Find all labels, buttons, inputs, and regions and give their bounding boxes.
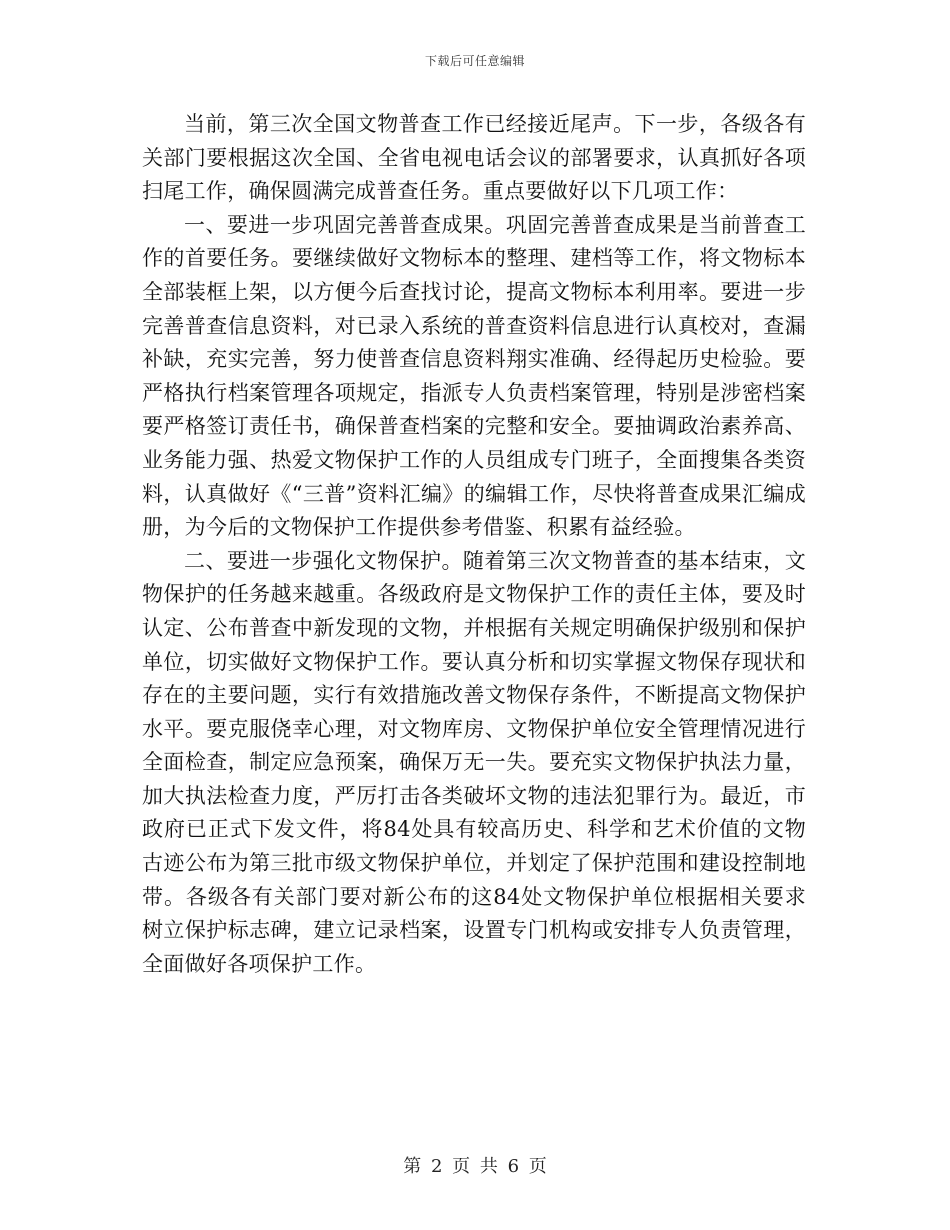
paragraph-section-one: 一、要进一步巩固完善普查成果。巩固完善普查成果是当前普查工作的首要任务。要继续做好文物标本的整理、建档等工作，将文物标本全部装框上架，以方便今后查找讨论，提高文物标本利用率。要进一步完善普查信息资料，对已录入系统的普查资料信息进行认真校对，查漏补缺，充实完善，努力使普查信息资料翔实准确、经得起历史检验。要严格执行档案管理各项规定，指派专人负责档案管理，特别是涉密档案要严格签订责任书，确保普查档案的完整和安全。要抽调政治素养高、业务能力强、热爱文物保护工作的人员组成专门班子，全面搜集各类资料，认真做好《“三普”资料汇编》的编辑工作，尽快将普查成果汇编成册，为今后的文物保护工作提供参考借鉴、积累有益经验。	[142, 212, 806, 540]
page-number-footer: 第 2 页 共 6 页	[403, 1156, 547, 1177]
paragraph-intro: 当前，第三次全国文物普查工作已经接近尾声。下一步，各级各有关部门要根据这次全国、全省电视电话会议的部署要求，认真抓好各项扫尾工作，确保圆满完成普查任务。重点要做好以下几项工作：	[142, 112, 806, 204]
paragraph-section-two: 二、要进一步强化文物保护。随着第三次文物普查的基本结束，文物保护的任务越来越重。各级政府是文物保护工作的责任主体，要及时认定、公布普查中新发现的文物，并根据有关规定明确保护级别和保护单位，切实做好文物保护工作。要认真分析和切实掌握文物保存现状和存在的主要问题，实行有效措施改善文物保存条件，不断提高文物保护水平。要克服侥幸心理，对文物库房、文物保护单位安全管理情况进行全面检查，制定应急预案，确保万无一失。要充实文物保护执法力量，加大执法检查力度，严厉打击各类破坏文物的违法犯罪行为。最近，市政府已正式下发文件，将84处具有较高历史、科学和艺术价值的文物古迹公布为第三批市级文物保护单位，并划定了保护范围和建设控制地带。各级各有关部门要对新公布的这84处文物保护单位根据相关要求树立保护标志碑，建立记录档案，设置专门机构或安排专人负责管理，全面做好各项保护工作。	[142, 548, 806, 976]
page-header: 下载后可任意编辑	[424, 54, 525, 68]
document-body	[142, 108, 806, 981]
